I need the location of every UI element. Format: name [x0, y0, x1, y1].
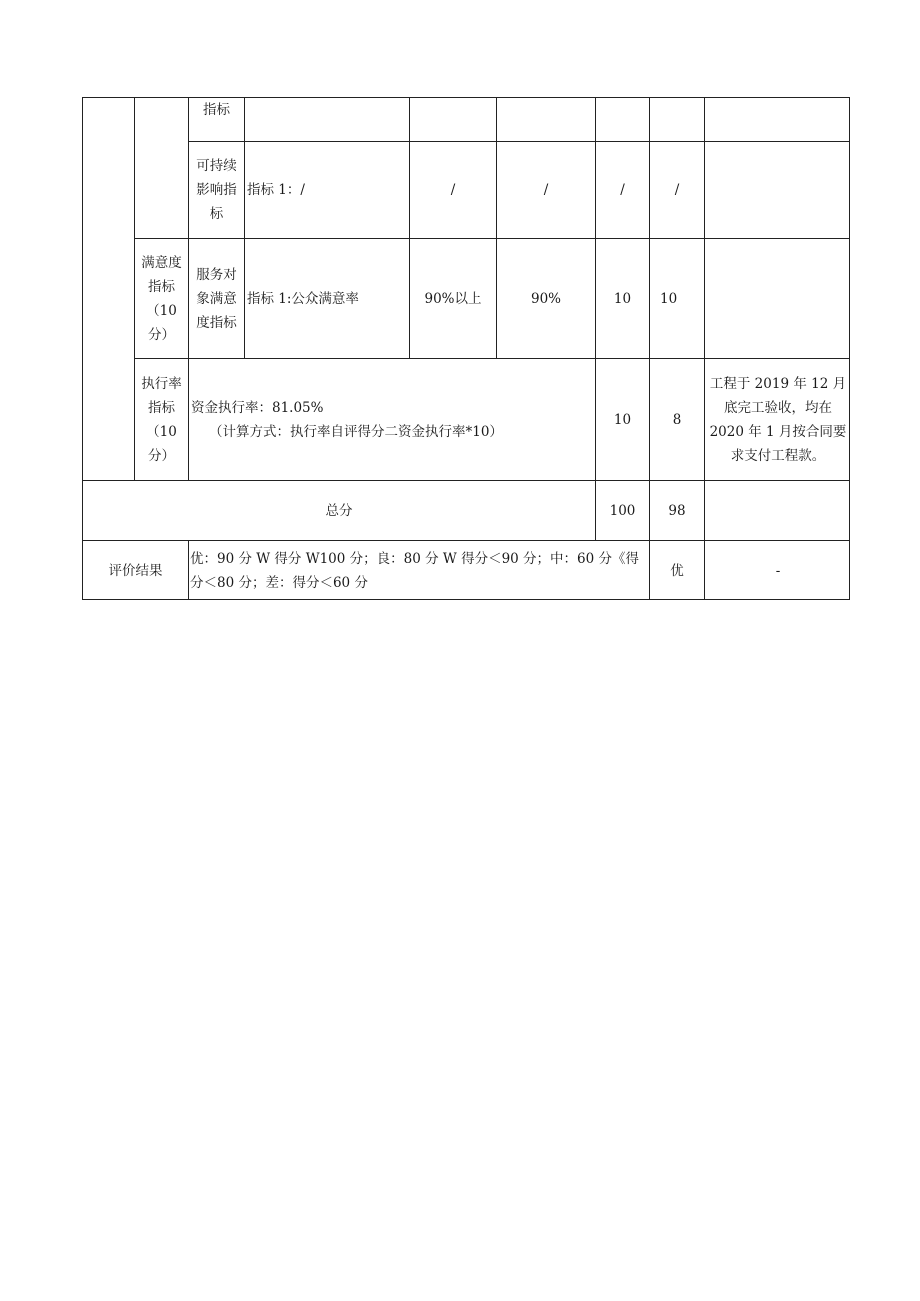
cell-execution-detail [189, 359, 596, 481]
cell-continuation-indicator [189, 98, 245, 142]
cell-continuation-target [410, 98, 497, 142]
cell-sustainable-weight [596, 142, 650, 239]
cell-satisfaction-level1 [135, 239, 189, 359]
text: 指标 [203, 102, 230, 118]
text: 评价结果 [108, 563, 163, 579]
cell-satisfaction-indicator [245, 239, 410, 359]
text: 10 [660, 290, 678, 307]
cell-second-level-empty [135, 98, 189, 239]
cell-satisfaction-actual [497, 239, 596, 359]
text: / [450, 182, 456, 198]
cell-satisfaction-score [650, 239, 705, 359]
execution-rate-text: 资金执行率：81.05% [191, 399, 324, 416]
cell-satisfaction-target [410, 239, 497, 359]
cell-satisfaction-weight [596, 239, 650, 359]
text: 工程于 2019 年 12 月底完工验收，均在 2020 年 1 月按合同要求支付工程款。 [709, 375, 847, 464]
cell-continuation-note [705, 98, 850, 142]
text: / [543, 182, 549, 198]
text: 执行率指标（10分） [141, 375, 182, 464]
text: - [775, 563, 781, 579]
cell-execution-level1 [135, 359, 189, 481]
cell-execution-score [650, 359, 705, 481]
cell-result-grade [650, 541, 705, 600]
cell-satisfaction-note [705, 239, 850, 359]
cell-total-label [83, 481, 596, 541]
text: / [674, 182, 680, 198]
text: 可持续影响指标 [196, 158, 237, 222]
cell-first-level-empty [83, 98, 135, 481]
cell-sustainable-indicator [245, 142, 410, 239]
execution-formula-text: （计算方式：执行率自评得分二资金执行率*10） [209, 423, 503, 440]
text: 100 [609, 502, 636, 519]
cell-satisfaction-category [189, 239, 245, 359]
cell-continuation-name [245, 98, 410, 142]
cell-result-note [705, 541, 850, 600]
text: 指标 1：/ [247, 182, 305, 198]
text: 8 [672, 411, 682, 428]
cell-total-note [705, 481, 850, 541]
cell-result-criteria [189, 541, 650, 600]
cell-continuation-weight [596, 98, 650, 142]
evaluation-table [82, 97, 850, 600]
text: 指标 1:公众满意率 [247, 290, 359, 307]
cell-total-weight [596, 481, 650, 541]
cell-continuation-actual [497, 98, 596, 142]
cell-sustainable-note [705, 142, 850, 239]
text: / [620, 182, 625, 198]
cell-sustainable-target [410, 142, 497, 239]
text: 满意度指标（10分） [141, 254, 182, 343]
cell-execution-note [705, 359, 850, 481]
text: 90%以上 [424, 290, 482, 307]
cell-sustainable-score [650, 142, 705, 239]
cell-result-label [83, 541, 189, 600]
cell-execution-weight [596, 359, 650, 481]
text: 10 [613, 411, 632, 428]
text: 服务对象满意度指标 [196, 266, 237, 331]
text: 优：90 分 W 得分 W100 分；良：80 分 W 得分＜90 分；中：60 分《得分＜80 分；差：得分＜60 分 [190, 551, 640, 591]
text: 总分 [325, 502, 353, 519]
cell-sustainable-category [189, 142, 245, 239]
text: 90% [530, 290, 561, 307]
text: 优 [670, 563, 684, 579]
cell-sustainable-actual [497, 142, 596, 239]
text: 10 [613, 290, 632, 307]
cell-continuation-score [650, 98, 705, 142]
cell-total-score [650, 481, 705, 541]
text: 98 [668, 502, 686, 519]
